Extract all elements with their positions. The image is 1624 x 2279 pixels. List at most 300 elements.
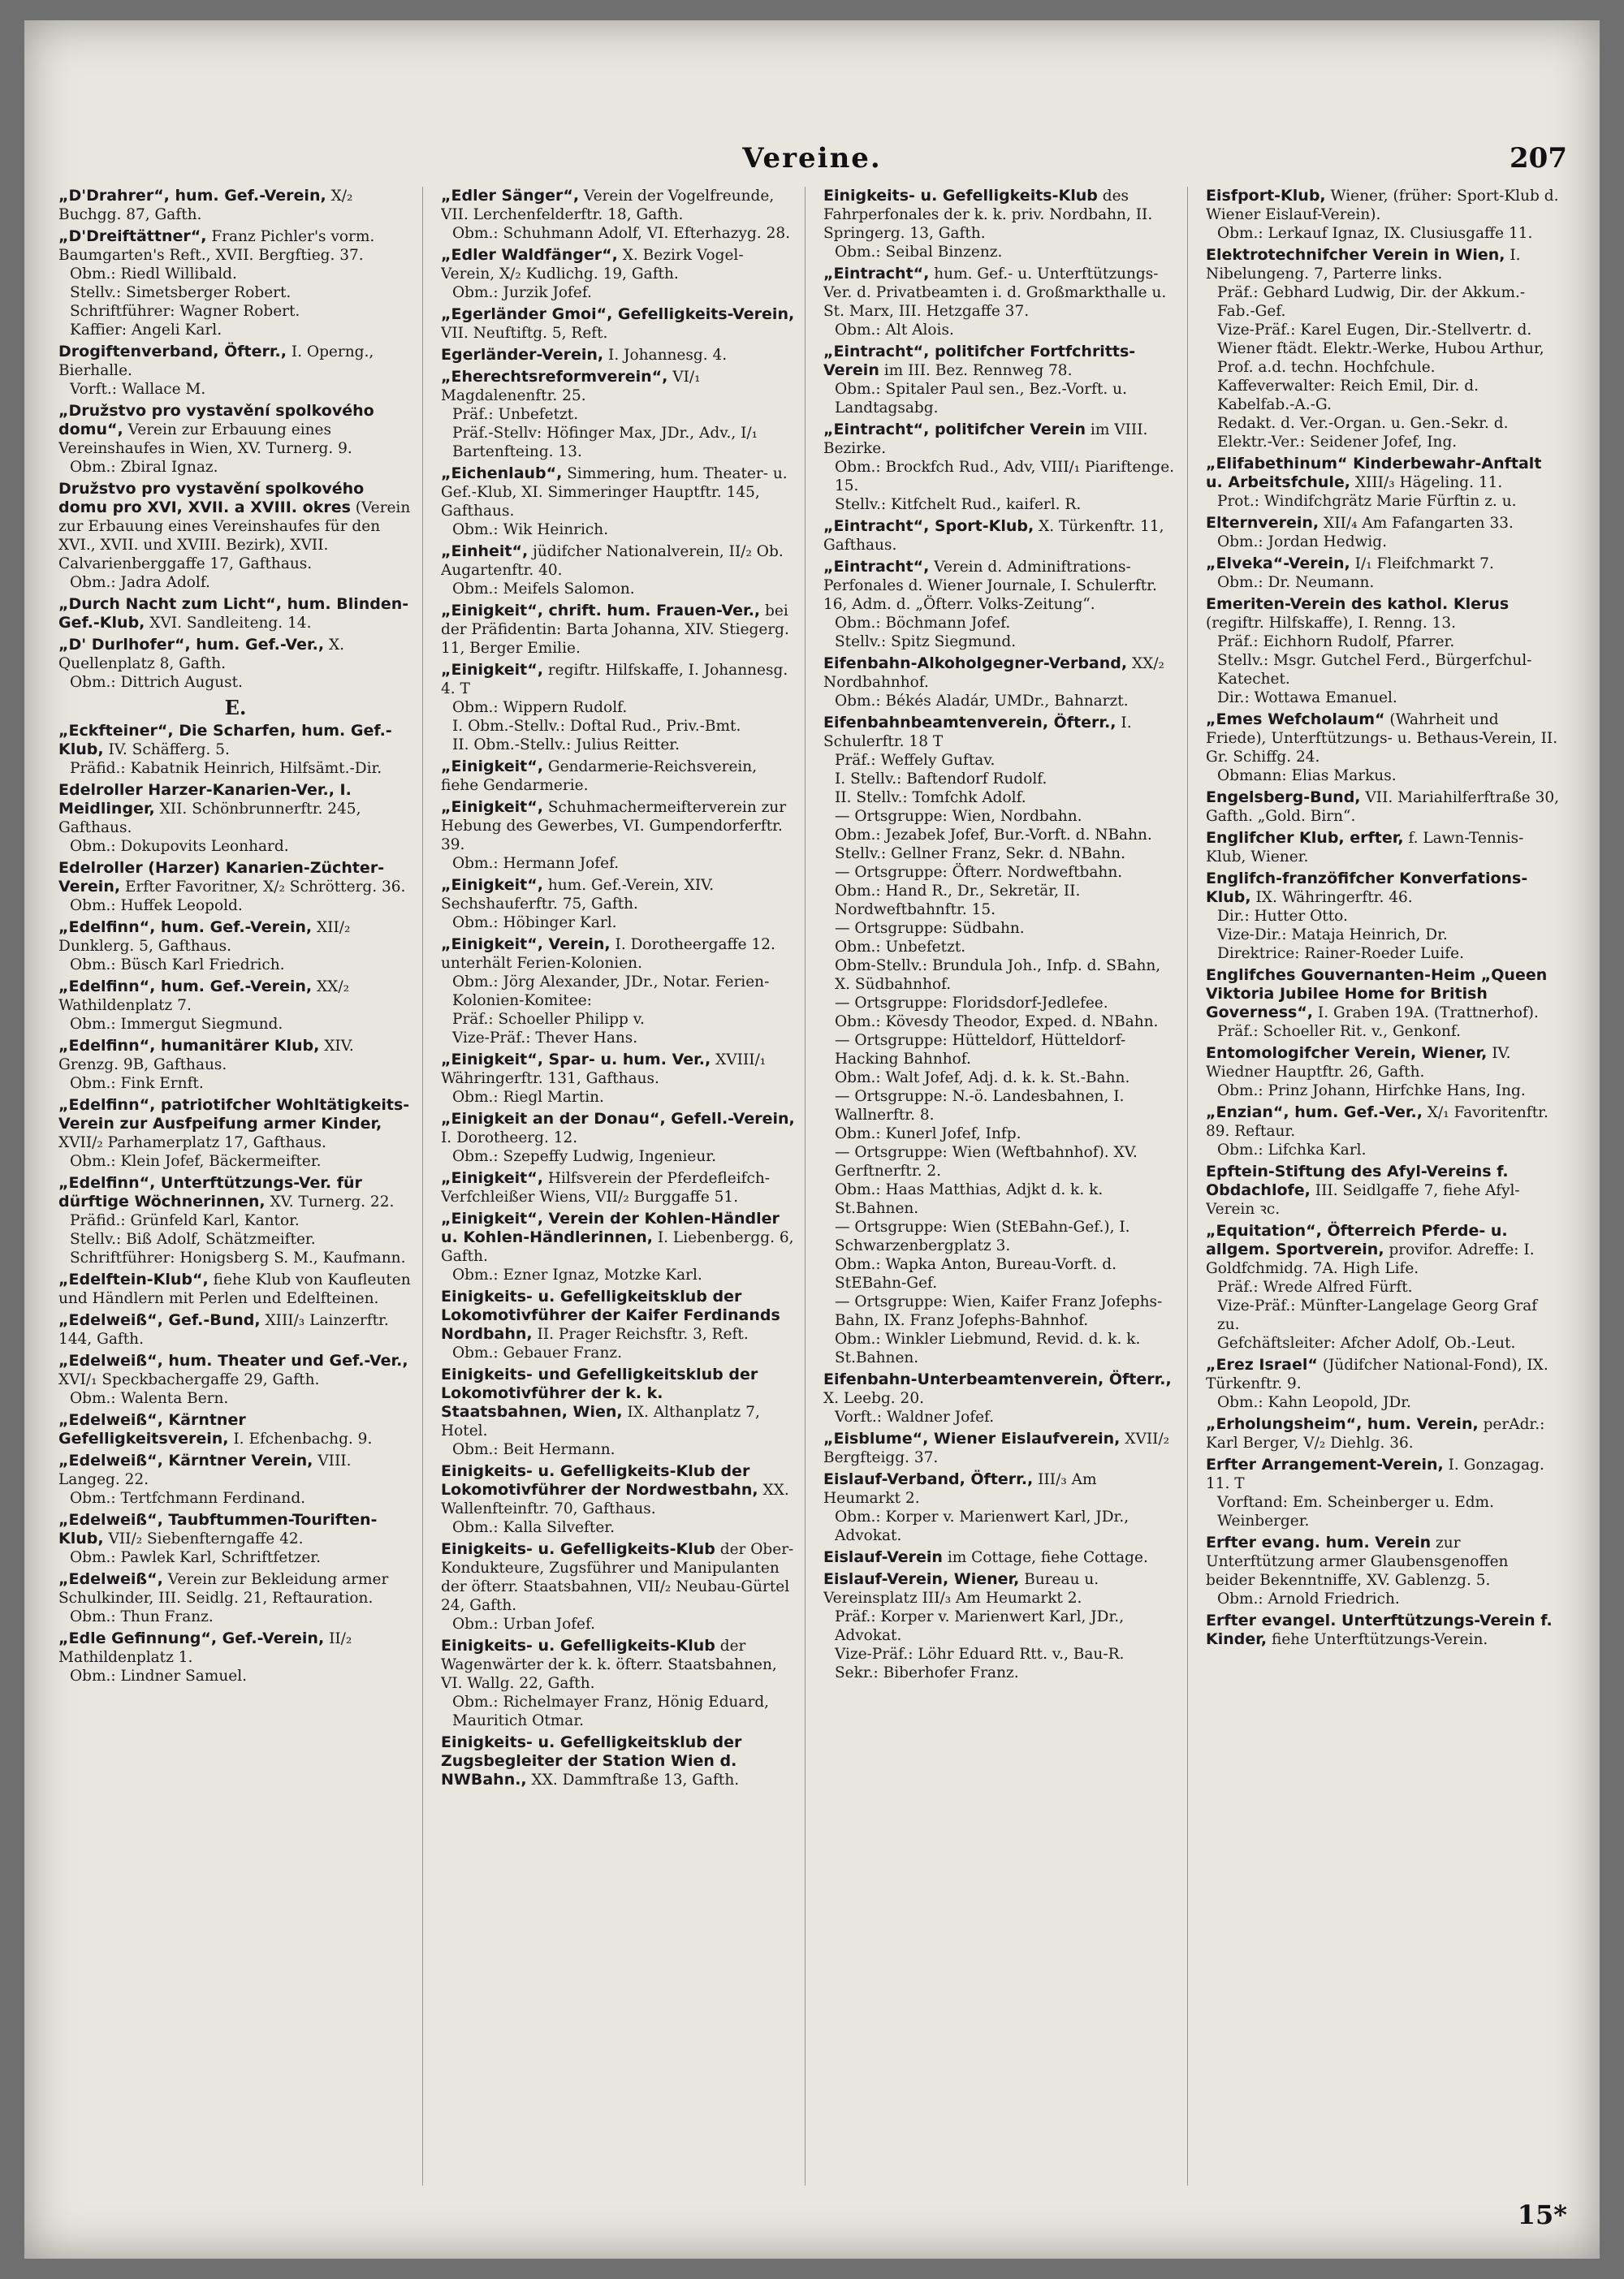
entry-detail-line: Stellv.: Kitfchelt Rud., kaiferl. R.	[835, 496, 1082, 513]
directory-entry	[58, 1352, 412, 1408]
entry-description: Simmering, hum. Theater- u. Gef.-Klub, XI. Simmeringer Hauptftr. 145, Gafthaus.	[441, 465, 788, 520]
entry-detail-line: Stellv.: Simetsberger Robert.	[70, 284, 292, 301]
signature-mark: 15*	[1517, 2199, 1567, 2230]
entry-detail-line: Obm.: Beit Hermann.	[452, 1441, 615, 1458]
entry-detail-line: Obm-Stellv.: Brundula Joh., Infp. d. SBahn, X. Südbahnhof.	[835, 957, 1161, 993]
entry-name: Engelsberg-Bund,	[1206, 788, 1361, 806]
entry-description: (Wahrheit und Friede), Unterftützungs- u. Bethaus-Verein, II. Gr. Schiffg. 24.	[1206, 711, 1558, 766]
entry-detail-line: — Ortsgruppe: Wien (StEBahn-Gef.), I. Schwarzenbergplatz 3.	[835, 1219, 1130, 1254]
entry-description: f. Lawn-Tennis-Klub, Wiener.	[1206, 830, 1524, 865]
entry-name: „Eckfteiner“, Die Scharfen, hum. Gef.-Klub,	[58, 722, 392, 758]
entry-name: „Einigkeit“, chrift. hum. Frauen-Ver.,	[441, 602, 761, 619]
entry-description: Franz Pichler's vorm. Baumgarten's Reft., XVII. Bergftieg. 37.	[58, 228, 375, 264]
entry-detail-line: Obm.: Seibal Binzenz.	[835, 244, 1003, 261]
entry-detail-line: Obm.: Immergut Siegmund.	[70, 1016, 283, 1033]
entry-description: I. Schulerftr. 18 T	[823, 714, 1132, 750]
entry-detail-line: Obm.: Höbinger Karl.	[452, 914, 617, 931]
entry-name: „D'Dreiftättner“,	[58, 227, 207, 245]
entry-description: IX. Althanplatz 7, Hotel.	[441, 1404, 760, 1439]
entry-name: Eifenbahn-Alkoholgegner-Verband,	[823, 654, 1128, 672]
entry-description: I/₁ Fleifchmarkt 7.	[1354, 555, 1494, 572]
entry-detail-line: Obm.: Kalla Silvefter.	[452, 1519, 615, 1536]
entry-description: Verein d. Adminiftrations-Perfonales d. Wiener Journale, I. Schulerftr. 16, Adm. d. „Öfterr. Volks-Zeitung“.	[823, 559, 1157, 613]
directory-entry	[58, 1511, 412, 1567]
entry-detail-line: Obm.: Richelmayer Franz, Hönig Eduard, Mauritich Otmar.	[452, 1694, 770, 1729]
entry-name: Englifcher Klub, erfter,	[1206, 829, 1404, 847]
entry-name: „Družstvo pro vystavění spolkového domu“,	[58, 402, 374, 438]
directory-entry	[1206, 1415, 1561, 1452]
entry-name: „Eintracht“,	[823, 265, 930, 283]
directory-entry	[58, 1311, 412, 1349]
entry-detail-line: Obm.: Dokupovits Leonhard.	[70, 838, 289, 855]
directory-entry	[441, 602, 795, 658]
entry-detail-line: Präfid.: Kabatnik Heinrich, Hilfsämt.-Dir.	[70, 760, 382, 777]
entry-description: X. Türkenftr. 11, Gafthaus.	[823, 518, 1164, 554]
directory-entry	[823, 517, 1177, 555]
entry-name: „Edelfinn“, Unterftützungs-Ver. für dürftige Wöchnerinnen,	[58, 1174, 362, 1211]
entry-detail-line: Obm.: Jadra Adolf.	[70, 574, 210, 591]
directory-entry	[1206, 829, 1561, 866]
entry-name: Emeriten-Verein des kathol. Klerus	[1206, 595, 1510, 613]
entry-description: bei der Präfidentin: Barta Johanna, XIV. Stiegerg. 11, Berger Emilie.	[441, 602, 789, 657]
directory-entry	[58, 781, 412, 856]
directory-entry	[441, 1169, 795, 1206]
entry-name: Einigkeits- u. Gefelligkeitsklub der Lokomotivführer der Kaifer Ferdinands Nordbahn,	[441, 1288, 780, 1343]
entry-description: X. Leebg. 20.	[823, 1390, 924, 1407]
entry-detail-line: Vorftand: Em. Scheinberger u. Edm. Weinberger.	[1217, 1494, 1494, 1530]
entry-detail-line: Obm.: Tertfchmann Ferdinand.	[70, 1490, 306, 1507]
entry-description: Bureau u. Vereinsplatz III/₃ Am Heumarkt 2.	[823, 1571, 1099, 1607]
entry-description: I. Dorotheerg. 12.	[441, 1129, 578, 1146]
entry-detail-line: — Ortsgruppe: Südbahn.	[835, 920, 1025, 937]
entry-detail-line: Dir.: Wottawa Emanuel.	[1217, 689, 1397, 706]
directory-entry	[58, 636, 412, 692]
directory-entry	[823, 654, 1177, 710]
entry-description: I. Liebenbergg. 6, Gafth.	[441, 1229, 794, 1265]
entry-detail-line: Obm.: Haas Matthias, Adjkt d. k. k. St.Bahnen.	[835, 1181, 1104, 1217]
entry-detail-line: Obm.: Kövesdy Theodor, Exped. d. NBahn.	[835, 1013, 1159, 1030]
entry-name: „Edelweiß“, Taubftummen-Touriften-Klub,	[58, 1511, 378, 1547]
directory-entry	[58, 1174, 412, 1267]
entry-detail-line: Kaffier: Angeli Karl.	[70, 322, 222, 339]
entry-description: im VIII. Bezirke.	[823, 421, 1148, 457]
entry-detail-line: Obm.: Walt Jofef, Adj. d. k. k. St.-Bahn.	[835, 1069, 1130, 1086]
entry-detail-line: Obm.: Jordan Hedwig.	[1217, 533, 1388, 550]
entry-detail-line: Obm.: Kahn Leopold, JDr.	[1217, 1394, 1411, 1411]
entry-description: XVI. Sandleiteng. 14.	[149, 615, 312, 632]
entry-detail-line: Obm.: Winkler Liebmund, Revid. d. k. k. St.Bahnen.	[835, 1331, 1141, 1366]
entry-name: Einigkeits- u. Gefelligkeits-Klub	[823, 187, 1098, 205]
entry-detail-line: Stellv.: Msgr. Gutchel Ferd., Bürgerfchul-Katechet.	[1217, 652, 1532, 688]
entry-description: jüdifcher Nationalverein, II/₂ Ob. Augartenftr. 40.	[441, 543, 784, 579]
directory-entry	[58, 1096, 412, 1171]
directory-entry	[58, 1271, 412, 1308]
entry-description: der Ober-Kondukteure, Zugsführer und Manipulanten der öfterr. Staatsbahnen, VII/₂ Neubau-Gürtel 24, Gafth.	[441, 1541, 794, 1614]
entry-name: „Einigkeit“,	[441, 798, 543, 816]
entry-description: I. Graben 19A. (Trattnerhof).	[1317, 1004, 1539, 1021]
page-number: 207	[1510, 142, 1567, 175]
entry-description: VII/₂ Siebenfterngaffe 42.	[108, 1530, 304, 1547]
entry-name: Eifenbahnbeamtenverein, Öfterr.,	[823, 714, 1116, 732]
entry-name: „Erholungsheim“, hum. Verein,	[1206, 1415, 1479, 1433]
entry-description: I. Gonzagag. 11. T	[1206, 1457, 1544, 1492]
directory-entry	[441, 661, 795, 754]
entry-description: I. Operng., Bierhalle.	[58, 343, 374, 379]
entry-description: VIII. Langeg. 22.	[58, 1452, 352, 1488]
entry-name: „Edler Sänger“,	[441, 187, 580, 205]
entry-detail-line: Dir.: Hutter Otto.	[1217, 908, 1348, 925]
entry-detail-line: Obm.: Dittrich August.	[70, 674, 243, 691]
column-1	[58, 187, 423, 2186]
entry-name: Erfter evangel. Unterftützungs-Verein f. Kinder,	[1206, 1612, 1553, 1648]
entry-description: III. Seidlgaffe 7, fiehe Afyl-Verein ꝛc.	[1206, 1182, 1520, 1218]
entry-description: VII. Mariahilferftraße 30, Gafth. „Gold. Birn“.	[1206, 789, 1560, 825]
directory-entry	[1206, 1356, 1561, 1412]
directory-entry	[1206, 1222, 1561, 1353]
directory-entry	[823, 1570, 1177, 1682]
directory-entry	[58, 1570, 412, 1626]
entry-description: X/₂ Buchgg. 87, Gafth.	[58, 188, 353, 223]
entry-name: Edelroller Harzer-Kanarien-Ver., I. Meidlinger,	[58, 781, 352, 818]
entry-detail-line: Vize-Dir.: Mataja Heinrich, Dr.	[1217, 926, 1448, 943]
entry-name: „Eisblume“, Wiener Eislaufverein,	[823, 1430, 1121, 1448]
entry-name: „Edle Gefinnung“, Gef.-Verein,	[58, 1629, 325, 1647]
entry-detail-line: Präf.: Schoeller Philipp v.	[452, 1011, 645, 1028]
entry-description: (Verein zur Erbauung eines Vereinshaufes für den XVI., XVII. und XVIII. Bezirk), XVII. Calvarienberggaffe 17, Gafthaus.	[58, 499, 411, 572]
entry-description: XVIII/₁ Währingerftr. 131, Gafthaus.	[441, 1051, 767, 1087]
entry-detail-line: Schriftführer: Wagner Robert.	[70, 303, 300, 320]
entry-name: „Edelweiß“, Kärntner Verein,	[58, 1452, 313, 1470]
entry-detail-line: Obm.: Walenta Bern.	[70, 1390, 229, 1407]
entry-detail-line: Präf.: Wrede Alfred Fürft.	[1217, 1279, 1413, 1296]
directory-entry	[58, 918, 412, 974]
directory-entry	[1206, 1103, 1561, 1159]
entry-name: Entomologifcher Verein, Wiener,	[1206, 1044, 1488, 1062]
directory-entry	[1206, 1163, 1561, 1219]
directory-entry	[441, 542, 795, 598]
entry-description: Hilfsverein der Pferdefleifch-Verfchleißer Wiens, VII/₂ Burggaffe 51.	[441, 1170, 771, 1206]
entry-name: „Eherechtsreformverein“,	[441, 368, 668, 386]
entry-detail-line: Obm.: Wippern Rudolf.	[452, 699, 628, 716]
entry-name: „Erez Israel“	[1206, 1356, 1318, 1374]
entry-description: XVI/₁ Speckbachergaffe 29, Gafth.	[58, 1371, 320, 1388]
entry-detail-line: Prot.: Windifchgrätz Marie Fürftin z. u.	[1217, 493, 1517, 510]
entry-detail-line: Obm.: Prinz Johann, Hirfchke Hans, Ing.	[1217, 1082, 1526, 1099]
entry-name: „Einigkeit“, Verein,	[441, 935, 611, 953]
directory-entry	[58, 1452, 412, 1508]
entry-name: „Edelweiß“, hum. Theater und Gef.-Ver.,	[58, 1352, 408, 1370]
directory-entry	[1206, 246, 1561, 451]
entry-detail-line: Schriftführer: Honigsberg S. M., Kaufmann.	[70, 1250, 406, 1267]
columns-container	[58, 187, 1570, 2186]
entry-detail-line: I. Obm.-Stellv.: Doftal Rud., Priv.-Bmt.	[452, 718, 741, 735]
entry-detail-line: — Ortsgruppe: Öfterr. Nordweftbahn.	[835, 864, 1123, 881]
entry-name: „Eichenlaub“,	[441, 464, 563, 482]
entry-detail-line: Obm.: Zbiral Ignaz.	[70, 459, 218, 476]
entry-detail-line: Präf.: Unbefetzt.	[452, 406, 579, 423]
entry-description: XX/₂ Wathildenplatz 7.	[58, 978, 349, 1014]
entry-name: „Edelftein-Klub“,	[58, 1271, 209, 1288]
entry-name: „Einigkeit“,	[441, 1169, 543, 1187]
entry-detail-line: Präf.: Weffely Guftav.	[835, 752, 996, 769]
entry-detail-line: Obm.: Korper v. Marienwert Karl, JDr., Advokat.	[835, 1509, 1129, 1544]
directory-entry	[58, 859, 412, 915]
entry-detail-line: Vize-Präf.: Thever Hans.	[452, 1029, 638, 1047]
directory-entry	[441, 346, 795, 365]
entry-name: „Equitation“, Öfterreich Pferde- u. allgem. Sportverein,	[1206, 1222, 1508, 1258]
entry-description: XII/₂ Dunklerg. 5, Gafthaus.	[58, 919, 351, 955]
directory-entry	[441, 758, 795, 795]
entry-description: I. Dorotheergaffe 12. unterhält Ferien-Kolonien.	[441, 936, 775, 972]
entry-name: „Einigkeit“,	[441, 758, 543, 775]
directory-entry	[823, 421, 1177, 514]
entry-detail-line: — Ortsgruppe: Floridsdorf-Jedlefee.	[835, 995, 1108, 1012]
entry-name: „Edelweiß“, Gef.-Bund,	[58, 1311, 261, 1329]
entry-description: perAdr.: Karl Berger, V/₂ Diehlg. 36.	[1206, 1416, 1545, 1452]
directory-entry	[823, 558, 1177, 651]
directory-entry	[58, 595, 412, 632]
directory-entry	[58, 1629, 412, 1686]
entry-detail-line: Obm.: Lerkauf Ignaz, IX. Clusiusgaffe 11.	[1217, 225, 1533, 242]
entry-name: „Einigkeit“,	[441, 876, 543, 894]
entry-name: „Einigkeit“, Verein der Kohlen-Händler u. Kohlen-Händlerinnen,	[441, 1210, 780, 1246]
entry-name: „Edler Waldfänger“,	[441, 246, 618, 264]
entry-description: VII. Neuftiftg. 5, Reft.	[441, 325, 608, 342]
entry-name: „Einigkeit an der Donau“, Gefell.-Verein,	[441, 1110, 795, 1128]
directory-entry	[58, 978, 412, 1034]
directory-entry	[823, 187, 1177, 261]
directory-entry	[823, 265, 1177, 339]
directory-entry	[441, 1366, 795, 1459]
entry-description: XVII/₂ Bergfteigg. 37.	[823, 1431, 1170, 1466]
directory-entry	[58, 343, 412, 399]
entry-detail-line: Obm.: Jörg Alexander, JDr., Notar. Ferien-Kolonien-Komitee:	[452, 973, 770, 1009]
entry-name: Eislauf-Verband, Öfterr.,	[823, 1470, 1034, 1488]
entry-name: „D'Drahrer“, hum. Gef.-Verein,	[58, 187, 326, 205]
entry-detail-line: Obm.: Urban Jofef.	[452, 1616, 596, 1633]
entry-name: „Edelweiß“,	[58, 1570, 163, 1588]
entry-detail-line: Vorft.: Wallace M.	[70, 381, 206, 398]
entry-detail-line: Obm.: Fink Ernft.	[70, 1075, 204, 1092]
directory-entry	[1206, 555, 1561, 592]
directory-entry	[441, 1110, 795, 1166]
entry-detail-line: Obm.: Lindner Samuel.	[70, 1668, 247, 1685]
entry-detail-line: Obm.: Spitaler Paul sen., Bez.-Vorft. u. Landtagsabg.	[835, 381, 1127, 417]
entry-name: „Durch Nacht zum Licht“, hum. Blinden-Gef.-Klub,	[58, 595, 409, 632]
entry-description: I. Nibelungeng. 7, Parterre links.	[1206, 247, 1521, 283]
directory-entry	[441, 187, 795, 243]
entry-description: II/₂ Mathildenplatz 1.	[58, 1630, 352, 1666]
entry-detail-line: Präfid.: Grünfeld Karl, Kantor.	[70, 1212, 300, 1229]
entry-description: Schuhmachermeifterverein zur Hebung des Gewerbes, VI. Gumpendorferftr. 39.	[441, 799, 787, 853]
entry-detail-line: Obm.: Pawlek Karl, Schriftfetzer.	[70, 1549, 321, 1566]
entry-detail-line: — Ortsgruppe: N.-ö. Landesbahnen, I. Wallnerftr. 8.	[835, 1088, 1125, 1124]
entry-detail-line: Obm.: Szepeffy Ludwig, Ingenieur.	[452, 1148, 716, 1165]
entry-detail-line: II. Stellv.: Tomfchk Adolf.	[835, 789, 1026, 806]
entry-name: „Edelfinn“, patriotifcher Wohltätigkeits-Verein zur Ausfpeifung armer Kinder,	[58, 1096, 410, 1133]
entry-name: Eisfport-Klub,	[1206, 187, 1326, 205]
entry-detail-line: Obm.: Wapka Anton, Bureau-Vorft. d. StEBahn-Gef.	[835, 1256, 1117, 1292]
entry-description: XIV. Grenzg. 9B, Gafthaus.	[58, 1038, 354, 1073]
directory-entry	[441, 464, 795, 539]
entry-description: Gendarmerie-Reichsverein, fiehe Gendarmerie.	[441, 758, 758, 794]
entry-detail-line: Vorft.: Waldner Jofef.	[835, 1409, 995, 1426]
entry-name: „D' Durlhofer“, hum. Gef.-Ver.,	[58, 636, 325, 654]
entry-detail-line: Obm.: Riedl Willibald.	[70, 265, 237, 283]
entry-detail-line: Obm.: Meifels Salomon.	[452, 581, 635, 598]
entry-detail-line: Obm.: Dr. Neumann.	[1217, 574, 1375, 591]
directory-entry	[1206, 710, 1561, 785]
entry-detail-line: Obmann: Elias Markus.	[1217, 767, 1397, 784]
entry-detail-line: Direktrice: Rainer-Roeder Luife.	[1217, 945, 1464, 962]
entry-description: IV. Schäfferg. 5.	[108, 741, 230, 758]
directory-page	[24, 20, 1600, 2259]
entry-description: zur Unterftützung armer Glaubensgenoffen beider Bekenntniffe, XV. Gablenzg. 5.	[1206, 1534, 1509, 1589]
entry-name: Edelroller (Harzer) Kanarien-Züchter-Verein,	[58, 859, 385, 896]
entry-description: im Cottage, fiehe Cottage.	[947, 1549, 1148, 1566]
page-title: Vereine.	[742, 142, 882, 175]
entry-detail-line: Sekr.: Biberhofer Franz.	[835, 1664, 1019, 1681]
entry-name: Einigkeits- u. Gefelligkeits-Klub der Lokomotivführer der Nordwestbahn,	[441, 1462, 758, 1499]
entry-detail-line: Obm.: Gebauer Franz.	[452, 1345, 622, 1362]
entry-name: Epftein-Stiftung des Afyl-Vereins f. Obdachlofe,	[1206, 1163, 1509, 1199]
entry-detail-line: I. Stellv.: Baftendorf Rudolf.	[835, 770, 1047, 788]
directory-entry	[1206, 1044, 1561, 1100]
entry-name: „Edelfinn“, humanitärer Klub,	[58, 1037, 320, 1055]
directory-entry	[58, 1411, 412, 1448]
entry-detail-line: — Ortsgruppe: Hütteldorf, Hütteldorf-Hacking Bahnhof.	[835, 1032, 1126, 1068]
directory-entry	[823, 1370, 1177, 1427]
entry-name: „Eintracht“, Sport-Klub,	[823, 517, 1034, 535]
entry-name: „Egerländer Gmoi“, Gefelligkeits-Verein,	[441, 305, 795, 323]
entry-name: „Einheit“,	[441, 542, 529, 560]
entry-name: „Einigkeit“, Spar- u. hum. Ver.,	[441, 1051, 711, 1068]
entry-name: Einigkeits- u. Gefelligkeits-Klub	[441, 1637, 715, 1655]
entry-description: X/₁ Favoritenftr. 89. Reftaur.	[1206, 1104, 1548, 1140]
entry-detail-line: Obm.: Ezner Ignaz, Motzke Karl.	[452, 1267, 702, 1284]
entry-description: der Wagenwärter der k. k. öfterr. Staatsbahnen, VI. Wallg. 22, Gafth.	[441, 1638, 777, 1692]
entry-detail-line: Präf.: Schoeller Rit. v., Genkonf.	[1217, 1023, 1461, 1040]
entry-description: hum. Gef.-Verein, XIV. Sechshauferftr. 75, Gafth.	[441, 877, 715, 913]
entry-description: des Fahrperfonales der k. k. priv. Nordbahn, II. Springerg. 13, Gafth.	[823, 188, 1153, 242]
entry-name: Elternverein,	[1206, 514, 1320, 532]
entry-description: Verein zur Erbauung eines Vereinshaufes in Wien, XV. Turnerg. 9.	[58, 421, 352, 457]
entry-name: „Einigkeit“,	[441, 661, 543, 679]
entry-description: VI/₁ Magdalenenftr. 25.	[441, 369, 701, 404]
directory-entry	[441, 876, 795, 932]
directory-entry	[1206, 187, 1561, 243]
entry-detail-line: Kaffeverwalter: Reich Emil, Dir. d. Kabelfab.-A.-G.	[1217, 378, 1479, 413]
entry-description: Wiener, (früher: Sport-Klub d. Wiener Eislauf-Verein).	[1206, 188, 1559, 223]
entry-detail-line: Obm.: Riegl Martin.	[452, 1089, 604, 1106]
entry-detail-line: Präf.-Stellv: Höfinger Max, JDr., Adv., I/₁ Bartenfteing. 13.	[452, 425, 758, 460]
entry-detail-line: Obm.: Arnold Friedrich.	[1217, 1591, 1400, 1608]
directory-entry	[1206, 1612, 1561, 1649]
directory-entry	[441, 1051, 795, 1107]
entry-detail-line: Obm.: Wik Heinrich.	[452, 521, 609, 538]
entry-name: Erfter evang. hum. Verein	[1206, 1534, 1432, 1552]
entry-detail-line: Obm.: Thun Franz.	[70, 1608, 214, 1625]
entry-detail-line: Obm.: Lifchka Karl.	[1217, 1142, 1367, 1159]
directory-entry	[823, 1470, 1177, 1545]
entry-name: „Edelweiß“, Kärntner Gefelligkeitsverein,	[58, 1411, 246, 1448]
entry-detail-line: II. Obm.-Stellv.: Julius Reitter.	[452, 736, 680, 753]
entry-detail-line: Präf.: Gebhard Ludwig, Dir. der Akkum.-Fab.-Gef.	[1217, 284, 1526, 320]
entry-name: „Eintracht“,	[823, 558, 930, 576]
entry-name: Einigkeits- und Gefelligkeitsklub der Lokomotivführer der k. k. Staatsbahnen, Wien,	[441, 1366, 758, 1421]
directory-entry	[1206, 595, 1561, 707]
section-letter: E.	[224, 696, 247, 719]
entry-description: II. Prager Reichsftr. 3, Reft.	[537, 1326, 749, 1343]
directory-entry	[58, 1037, 412, 1093]
directory-entry	[441, 1540, 795, 1634]
entry-description: provifor. Adreffe: I. Goldfchmidg. 7A. High Life.	[1206, 1241, 1535, 1277]
entry-description: (Jüdifcher National-Fond), IX. Türkenftr. 9.	[1206, 1357, 1548, 1392]
entry-description: XX. Wallenfteinftr. 70, Gafthaus.	[441, 1482, 789, 1517]
entry-detail-line: Obm.: Huffek Leopold.	[70, 897, 243, 914]
directory-entry	[441, 1210, 795, 1284]
entry-detail-line: Vize-Präf.: Löhr Eduard Rtt. v., Bau-R.	[835, 1646, 1125, 1663]
entry-name: „Eintracht“, politifcher Verein	[823, 421, 1086, 438]
entry-detail-line: — Ortsgruppe: Wien, Nordbahn.	[835, 808, 1082, 825]
entry-description: X. Bezirk Vogel-Verein, X/₂ Kudlichg. 19, Gafth.	[441, 247, 744, 283]
entry-detail-line: Stellv.: Gellner Franz, Sekr. d. NBahn.	[835, 845, 1125, 862]
directory-entry	[441, 368, 795, 461]
column-2	[441, 187, 806, 2186]
entry-description: XX/₂ Nordbahnhof.	[823, 655, 1164, 691]
entry-description: Verein zur Bekleidung armer Schulkinder, III. Seidlg. 21, Reftauration.	[58, 1571, 389, 1607]
entry-description: XIII/₃ Lainzerftr. 144, Gafth.	[58, 1312, 389, 1348]
directory-entry	[441, 1288, 795, 1362]
column-3	[823, 187, 1188, 2186]
entry-name: „Enzian“, hum. Gef.-Ver.,	[1206, 1103, 1423, 1121]
entry-name: Eislauf-Verein, Wiener,	[823, 1570, 1020, 1588]
directory-entry	[441, 1462, 795, 1537]
entry-description: XX. Dammftraße 13, Gafth.	[531, 1772, 740, 1789]
entry-name: Einigkeits- u. Gefelligkeitsklub der Zugsbegleiter der Station Wien d. NWBahn.,	[441, 1733, 742, 1789]
directory-entry	[441, 305, 795, 343]
column-4	[1206, 187, 1570, 2186]
directory-entry	[58, 480, 412, 592]
entry-detail-line: Gefchäftsleiter: Afcher Adolf, Ob.-Leut.	[1217, 1335, 1516, 1352]
entry-detail-line: Obm.: Békés Aladár, UMDr., Bahnarzt.	[835, 693, 1129, 710]
directory-entry	[823, 1430, 1177, 1467]
entry-detail-line: Obm.: Klein Jofef, Bäckermeifter.	[70, 1153, 322, 1170]
entry-name: Englifches Gouvernanten-Heim „Queen Viktoria Jubilee Home for British Governess“,	[1206, 966, 1548, 1021]
entry-detail-line: Obm.: Jurzik Jofef.	[452, 284, 592, 301]
directory-entry	[58, 187, 412, 224]
entry-description: X. Quellenplatz 8, Gafth.	[58, 637, 345, 672]
directory-entry	[441, 246, 795, 302]
entry-description: XVII/₂ Parhamerplatz 17, Gafthaus.	[58, 1134, 326, 1151]
entry-description: im III. Bez. Rennweg 78.	[883, 362, 1073, 379]
directory-entry	[441, 798, 795, 873]
entry-name: Eifenbahn-Unterbeamtenverein, Öfterr.,	[823, 1370, 1172, 1388]
entry-name: Erfter Arrangement-Verein,	[1206, 1456, 1444, 1474]
entry-name: Drogiftenverband, Öfterr.,	[58, 343, 287, 360]
entry-name: „Elifabethinum“ Kinderbewahr-Anftalt u. Arbeitsfchule,	[1206, 455, 1542, 491]
entry-detail-line: Obm.: Hermann Jofef.	[452, 855, 620, 872]
directory-entry	[1206, 455, 1561, 511]
entry-description: (regiftr. Hilfskaffe), I. Renng. 13.	[1206, 615, 1457, 632]
directory-entry	[823, 714, 1177, 1367]
entry-detail-line: Vize-Präf.: Karel Eugen, Dir.-Stellvertr. d. Wiener ftädt. Elektr.-Werke, Hubou Arthur, Prof. a.d. techn. Hochfchule.	[1217, 322, 1544, 376]
directory-entry	[1206, 1534, 1561, 1608]
entry-name: Einigkeits- u. Gefelligkeits-Klub	[441, 1540, 715, 1558]
entry-detail-line: Redakt. d. Ver.-Organ. u. Gen.-Sekr. d. Elektr.-Ver.: Seidener Jofef, Ing.	[1217, 415, 1509, 451]
directory-entry	[58, 402, 412, 477]
entry-detail-line: Obm.: Kunerl Jofef, Infp.	[835, 1125, 1021, 1142]
